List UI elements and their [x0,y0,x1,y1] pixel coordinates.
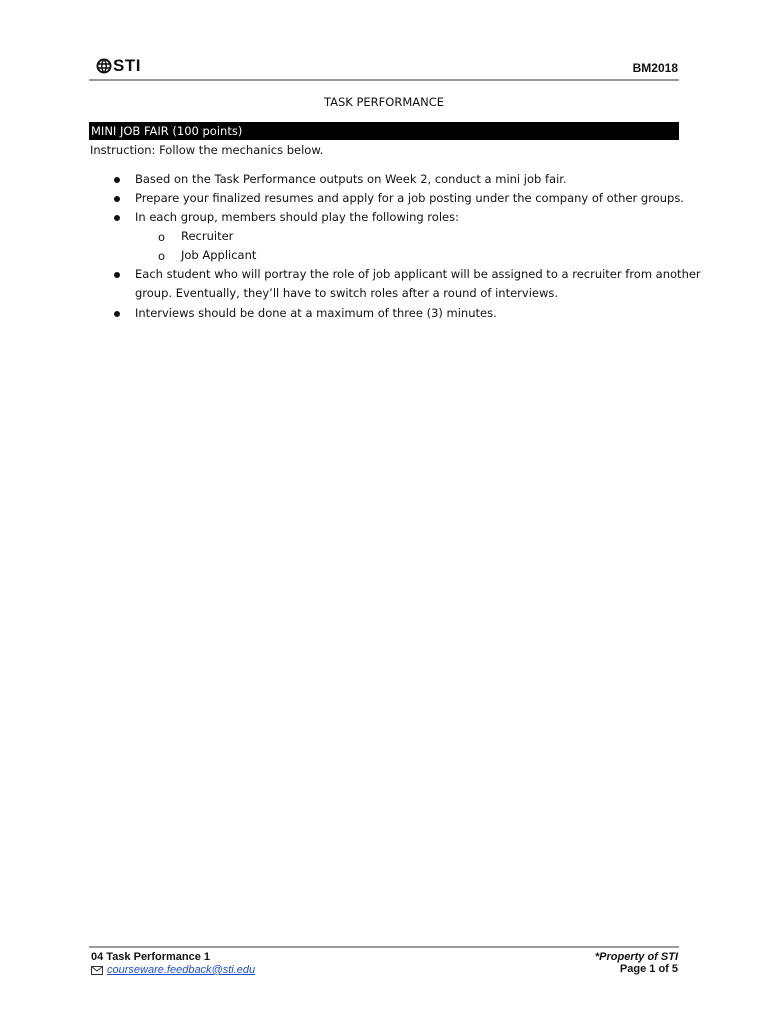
footer-email-row [91,964,255,976]
footer-divider [89,946,679,948]
list-item: Based on the Task Performance outputs on Week 2, conduct a mini job fair. [135,172,567,186]
sti-globe-icon [96,58,112,74]
document-code: BM2018 [632,61,678,75]
page-number: Page 1 of 5 [619,963,678,975]
list-item: Prepare your finalized resumes and apply for a job posting under the company of other groups. [135,191,684,205]
instruction-text: Instruction: Follow the mechanics below. [90,143,324,157]
list-item-continuation: group. Eventually, they’ll have to switch roles after a round of interviews. [135,286,559,300]
sub-bullet-marker: o [158,249,166,263]
sub-bullet-marker: o [158,230,166,244]
bullet-dot [114,177,120,183]
envelope-icon [91,966,103,975]
section-heading: MINI JOB FAIR (100 points) [91,124,243,138]
list-item: Each student who will portray the role of job applicant will be assigned to a recruiter from another [135,267,701,281]
sti-logo [96,56,141,76]
header-divider [89,79,679,81]
list-item: Interviews should be done at a maximum of three (3) minutes. [135,306,497,320]
feedback-email-link[interactable]: courseware.feedback@sti.edu [107,964,256,976]
section-heading-bar [89,122,679,140]
logo-text: STI [113,56,141,75]
page-title: TASK PERFORMANCE [323,95,445,109]
property-note: *Property of STI [594,951,678,963]
bullet-dot [114,196,120,202]
footer-right [595,951,678,975]
bullet-dot [114,215,120,221]
list-item: In each group, members should play the following roles: [135,210,459,224]
role-recruiter: Recruiter [181,229,234,243]
bullet-dot [114,311,120,317]
bullet-dot [114,272,120,278]
footer-title: 04 Task Performance 1 [91,951,211,963]
footer-left [91,951,255,976]
role-job-applicant: Job Applicant [181,248,257,262]
